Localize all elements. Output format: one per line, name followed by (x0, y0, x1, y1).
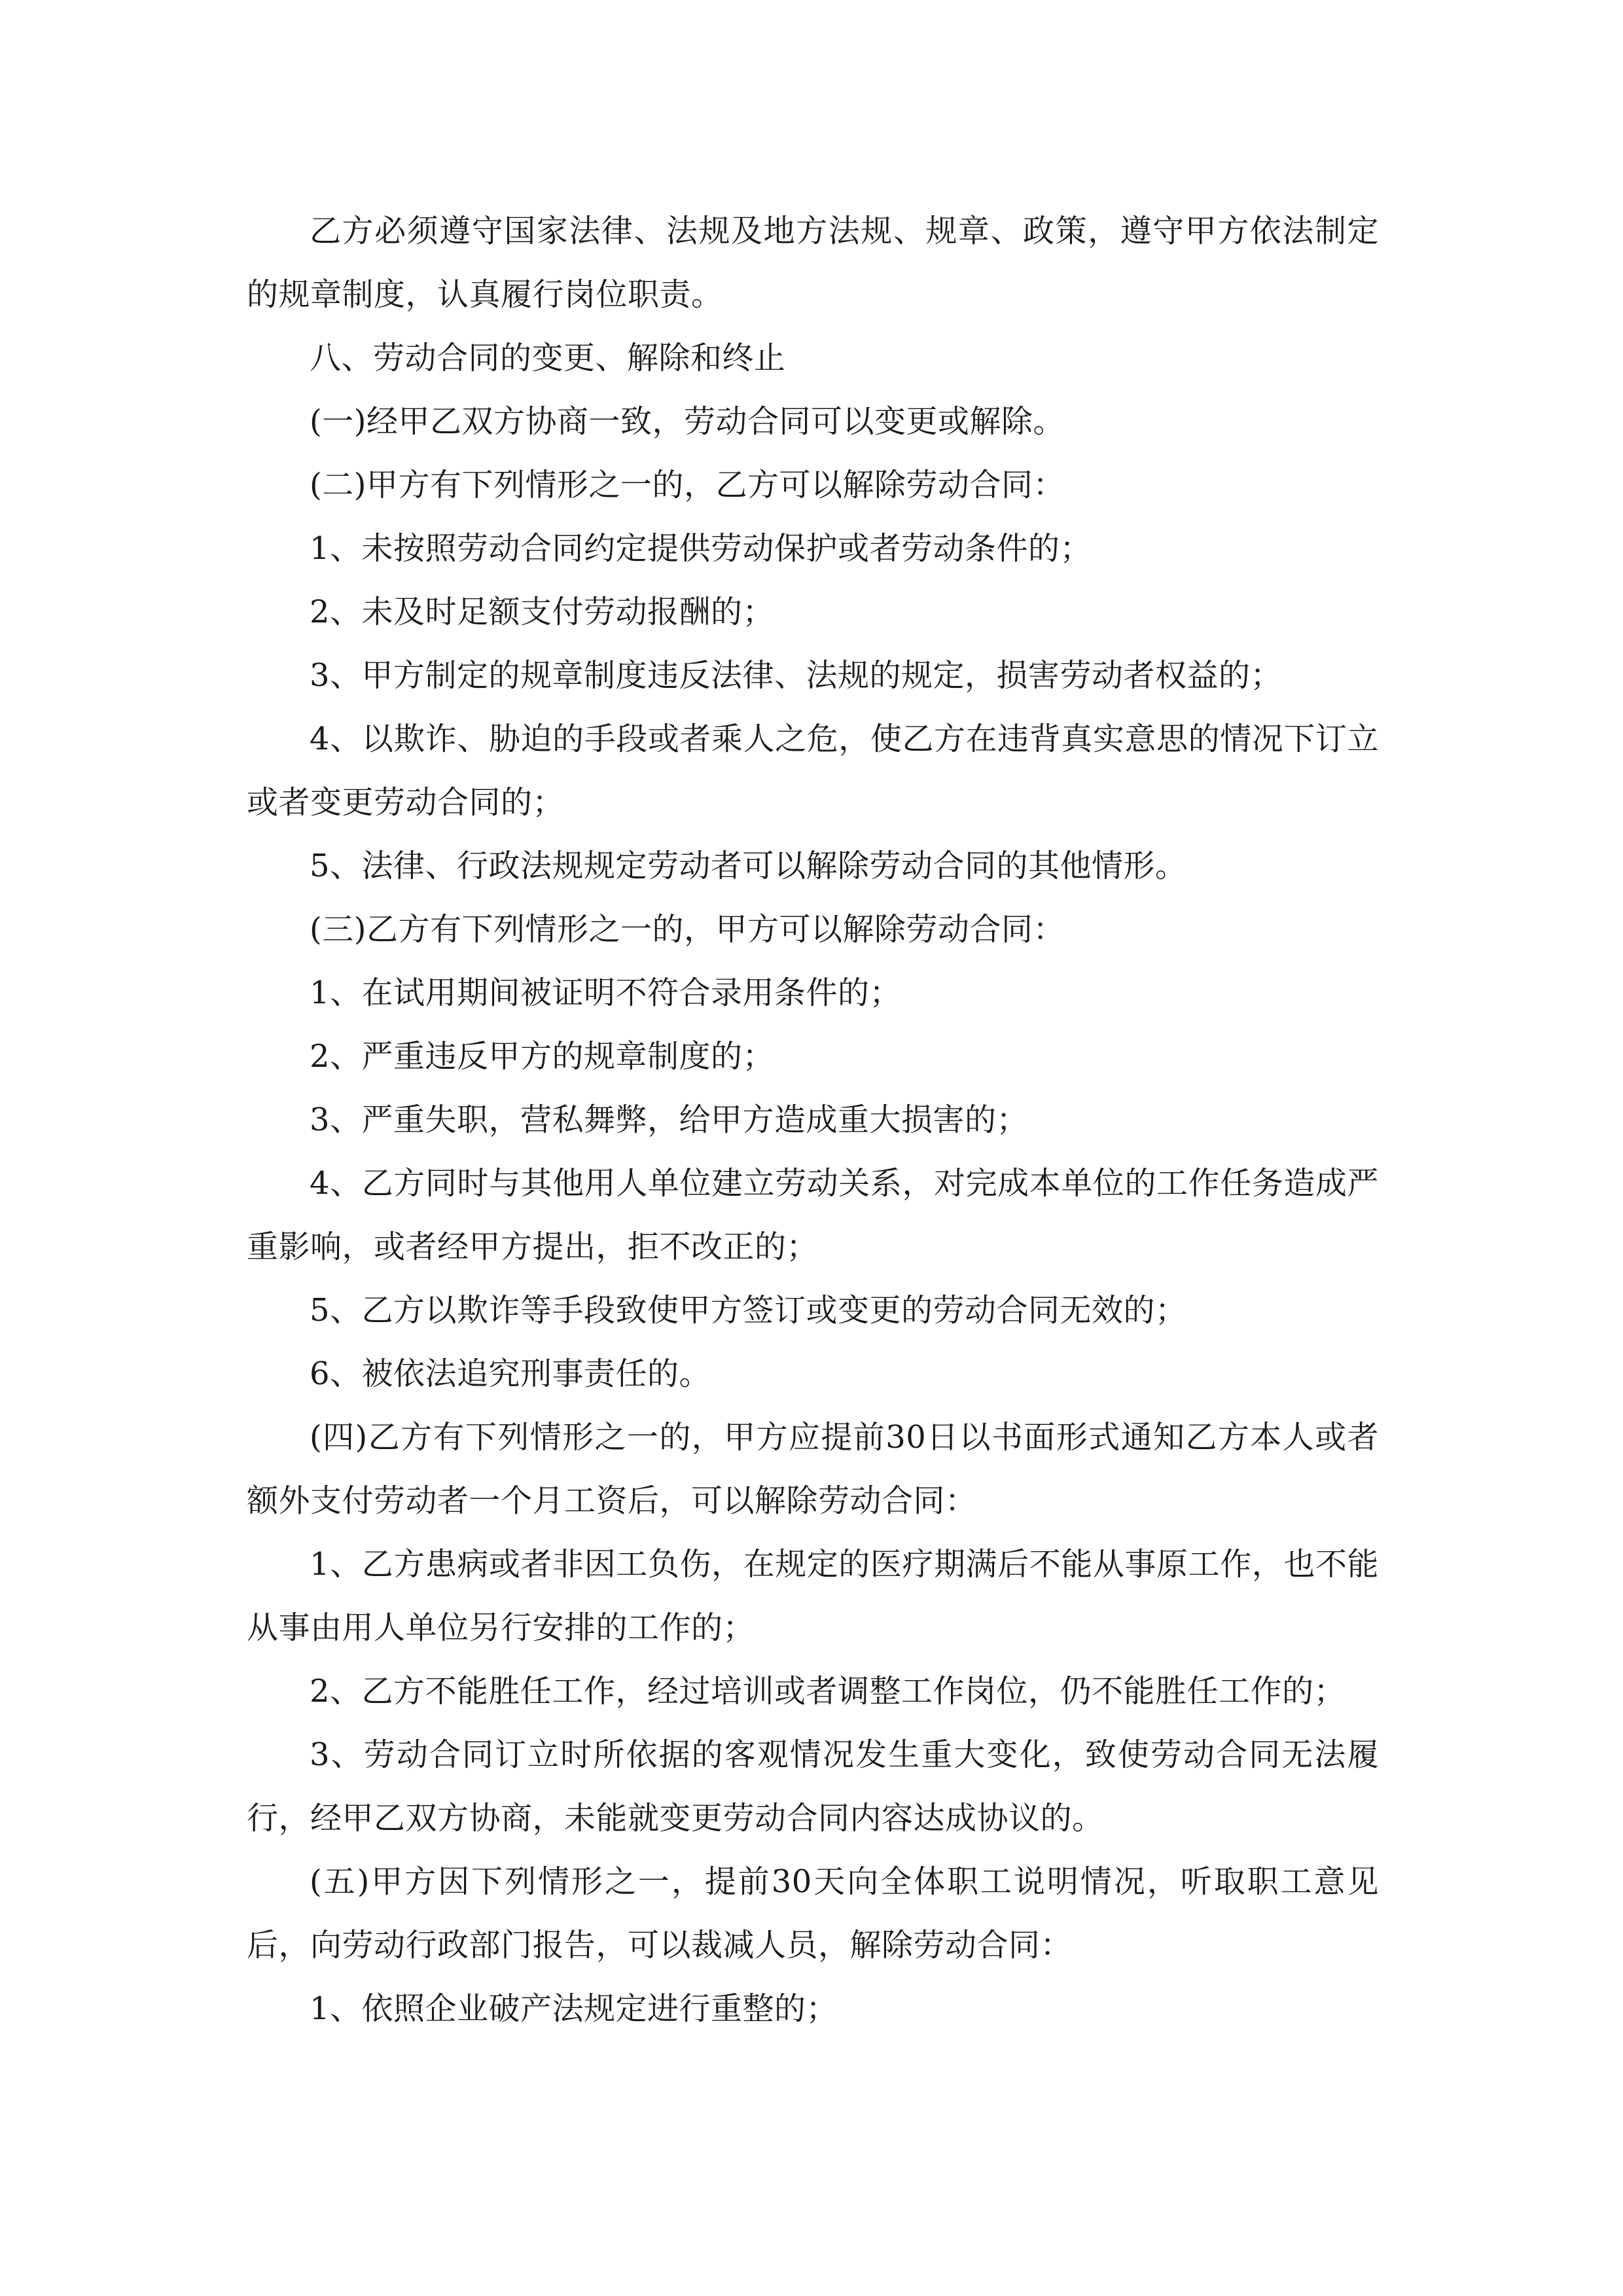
clause-2-item-2: 2、未及时足额支付劳动报酬的； (310, 594, 775, 630)
clause-2-item-1: 1、未按照劳动合同约定提供劳动保护或者劳动条件的； (310, 530, 1092, 567)
clause-3: (三)乙方有下列情形之一的，甲方可以解除劳动合同： (310, 911, 1065, 948)
clause-3-item-1: 1、在试用期间被证明不符合录用条件的； (310, 975, 902, 1011)
section-heading-8: 八、劳动合同的变更、解除和终止 (310, 340, 786, 376)
clause-4-item-1: 1、乙方患病或者非因工负伤，在规定的医疗期满后不能从事原工作，也不能从事由用人单位另行安排的工作的； (247, 1546, 1379, 1646)
clause-3-item-6: 6、被依法追究刑事责任的。 (310, 1355, 711, 1392)
clause-2-item-5: 5、法律、行政法规规定劳动者可以解除劳动合同的其他情形。 (310, 848, 1187, 884)
clause-4-item-2: 2、乙方不能胜任工作，经过培训或者调整工作岗位，仍不能胜任工作的； (310, 1673, 1346, 1710)
clause-5-item-1: 1、依照企业破产法规定进行重整的； (310, 1990, 838, 2027)
clause-3-item-2: 2、严重违反甲方的规章制度的； (310, 1038, 775, 1075)
document-body (247, 200, 1379, 2041)
clause-4-item-3: 3、劳动合同订立时所依据的客观情况发生重大变化，致使劳动合同无法履行，经甲乙双方协商，未能就变更劳动合同内容达成协议的。 (247, 1736, 1379, 1837)
clause-3-item-3: 3、严重失职，营私舞弊，给甲方造成重大损害的； (310, 1102, 1029, 1138)
clause-3-item-5: 5、乙方以欺诈等手段致使甲方签订或变更的劳动合同无效的； (310, 1292, 1187, 1329)
clause-4: (四)乙方有下列情形之一的，甲方应提前30日以书面形式通知乙方本人或者额外支付劳动者一个月工资后，可以解除劳动合同： (247, 1419, 1379, 1519)
clause-1: (一)经甲乙双方协商一致，劳动合同可以变更或解除。 (310, 403, 1065, 440)
clause-3-item-4: 4、乙方同时与其他用人单位建立劳动关系，对完成本单位的工作任务造成严重影响，或者经甲方提出，拒不改正的； (247, 1165, 1379, 1265)
paragraph-1: 乙方必须遵守国家法律、法规及地方法规、规章、政策，遵守甲方依法制定的规章制度，认真履行岗位职责。 (247, 213, 1379, 313)
clause-5: (五)甲方因下列情形之一，提前30天向全体职工说明情况，听取职工意见后，向劳动行政部门报告，可以裁减人员，解除劳动合同： (247, 1863, 1379, 1964)
clause-2-item-3: 3、甲方制定的规章制度违反法律、法规的规定，损害劳动者权益的； (310, 657, 1283, 694)
clause-2: (二)甲方有下列情形之一的，乙方可以解除劳动合同： (310, 467, 1065, 503)
clause-2-item-4: 4、以欺诈、胁迫的手段或者乘人之危，使乙方在违背真实意思的情况下订立或者变更劳动合同的； (247, 721, 1379, 821)
